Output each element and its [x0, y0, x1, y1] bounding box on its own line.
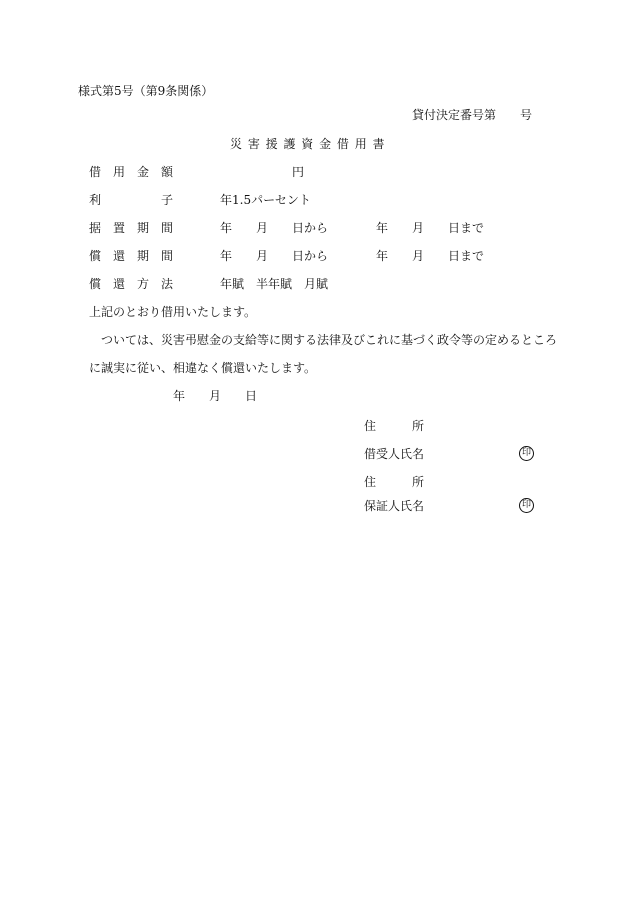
form-number: 様式第5号（第9条関係） — [78, 84, 214, 98]
from-year: 年 — [220, 221, 233, 235]
borrower-name-label: 借受人氏名 — [364, 447, 425, 461]
seal-icon: 印 — [519, 498, 534, 513]
statement-law: ついては、災害弔慰金の支給等に関する法律及びこれに基づく政令等の定めるところ — [101, 333, 558, 347]
to-month: 月 — [412, 221, 425, 235]
to-year: 年 — [376, 249, 389, 263]
label-char: 法 — [161, 277, 174, 291]
date-month: 月 — [209, 389, 222, 403]
borrower-address-label: 所 — [412, 419, 425, 433]
statement-borrow: 上記のとおり借用いたします。 — [89, 305, 257, 319]
document-title: 災 害 援 護 資 金 借 用 書 — [230, 137, 386, 151]
label-char: 還 — [113, 277, 126, 291]
label-char: 還 — [113, 249, 126, 263]
to-day: 日まで — [448, 221, 485, 235]
from-year: 年 — [220, 249, 233, 263]
from-month: 月 — [256, 249, 269, 263]
label-char: 償 — [89, 277, 102, 291]
guarantor-address-label: 所 — [412, 475, 425, 489]
to-year: 年 — [376, 221, 389, 235]
label-char: 間 — [161, 221, 174, 235]
interest-value: 年1.5パーセント — [220, 193, 311, 207]
label-char: 利 — [89, 193, 102, 207]
decision-number: 貸付決定番号第 号 — [412, 108, 533, 122]
label-char: 用 — [113, 165, 126, 179]
statement-repay: に誠実に従い、相違なく償還いたします。 — [89, 361, 317, 375]
date-day: 日 — [245, 389, 258, 403]
label-char: 額 — [161, 165, 174, 179]
seal-icon: 印 — [519, 446, 534, 461]
label-char: 子 — [161, 193, 174, 207]
to-day: 日まで — [448, 249, 485, 263]
label-char: 期 — [137, 221, 150, 235]
label-char: 借 — [89, 165, 102, 179]
label-char: 方 — [137, 277, 150, 291]
guarantor-address-label: 住 — [364, 475, 377, 489]
label-char: 間 — [161, 249, 174, 263]
date-year: 年 — [173, 389, 186, 403]
guarantor-name-label: 保証人氏名 — [364, 499, 425, 513]
label-char: 置 — [113, 221, 126, 235]
from-day: 日から — [292, 249, 329, 263]
to-month: 月 — [412, 249, 425, 263]
label-char: 償 — [89, 249, 102, 263]
repayment-method-value: 年賦 半年賦 月賦 — [220, 277, 329, 291]
label-char: 金 — [137, 165, 150, 179]
from-day: 日から — [292, 221, 329, 235]
borrower-address-label: 住 — [364, 419, 377, 433]
amount-yen: 円 — [292, 165, 305, 179]
label-char: 据 — [89, 221, 102, 235]
from-month: 月 — [256, 221, 269, 235]
label-char: 期 — [137, 249, 150, 263]
